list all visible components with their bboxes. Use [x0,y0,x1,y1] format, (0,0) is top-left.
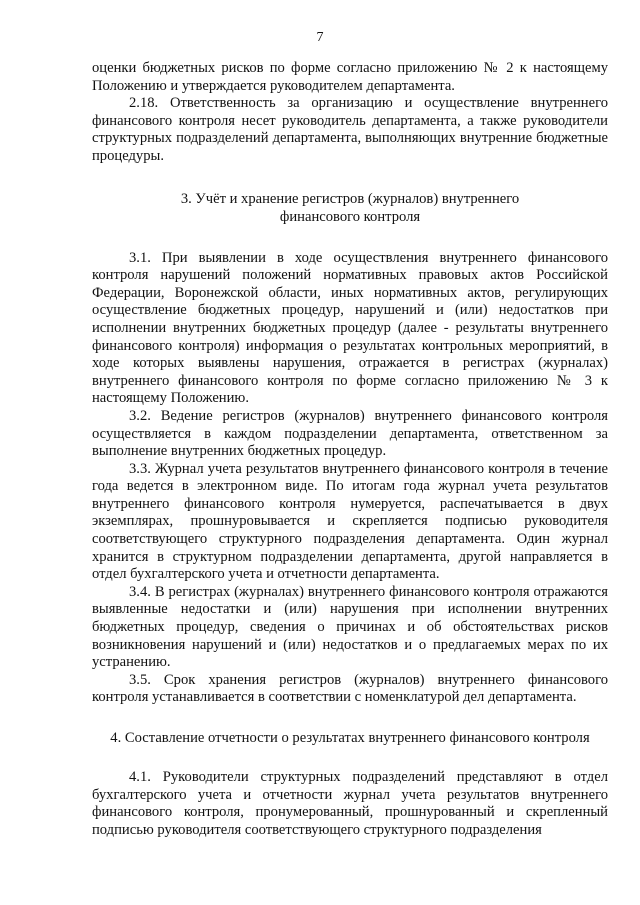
section-heading-4 [92,729,608,747]
paragraph-3-1: 3.1. При выявлении в ходе осуществления внутреннего финансового контроля нарушений положений нормативных правовых актов Российской Федерации, Воронежской области, иных нормативных актов, регулирующих осуществление бюджетных процедур, нарушений и (или) недостатков при исполнении внутренних бюджетных процедур (далее - результаты внутреннего финансового контроля) информация о результатах контрольных мероприятий, в ходе которых выявлены нарушения, отражается в регистрах (журналах) внутреннего финансового контроля по форме согласно приложению № 3 к настоящему Положению. [92,249,608,407]
section-heading-3-line-2: финансового контроля [279,208,421,225]
document-body [92,60,608,839]
paragraph-4-1: 4.1. Руководители структурных подразделений представляют в отдел бухгалтерского учета и отчетности журнал учета результатов внутреннего финансового контроля, пронумерованный, прошнурованный и скрепленный подписью руководителя соответствующего структурного подразделения [92,769,608,838]
section-heading-4-line-1: 4. Составление отчетности о результатах внутреннего финансового контроля [110,730,590,746]
paragraph-3-4: 3.4. В регистрах (журналах) внутреннего финансового контроля отражаются выявленные недостатки и (или) нарушения при исполнении внутренних бюджетных процедур, сведения о причинах и об обстоятельствах рисков возникновения нарушений и (или) недостатков и о предлагаемых мерах по их устранению. [92,583,608,671]
paragraph-2-18: 2.18. Ответственность за организацию и осуществление внутреннего финансового контроля несет руководитель департамента, а также руководители структурных подразделений департамента, выполняющих внутренние бюджетные процедуры. [92,95,608,164]
page-number: 7 [316,30,324,45]
paragraph-3-5: 3.5. Срок хранения регистров (журналов) внутреннего финансового контроля устанавливается в соответствии с номенклатурой дел департамента. [92,671,608,706]
section-heading-3 [92,190,608,226]
section-heading-3-line-1: 3. Учёт и хранение регистров (журналов) внутреннего [180,190,520,207]
paragraph-3-3: 3.3. Журнал учета результатов внутреннего финансового контроля в течение года ведется в электронном виде. По итогам года журнал учета результатов внутреннего финансового контроля нумеруется, распечатывается в двух экземплярах, прошнуровывается и скрепляется подписью руководителя соответствующего структурного подразделения департамента. Один журнал хранится в структурном подразделении департамента, другой направляется в отдел бухгалтерского учета и отчетности департамента. [92,460,608,583]
paragraph-continuation: оценки бюджетных рисков по форме согласно приложению № 2 к настоящему Положению и утверждается руководителем департамента. [92,60,608,94]
paragraph-3-2: 3.2. Ведение регистров (журналов) внутреннего финансового контроля осуществляется в каждом подразделении департамента, ответственном за выполнение внутренних бюджетных процедур. [92,407,608,460]
